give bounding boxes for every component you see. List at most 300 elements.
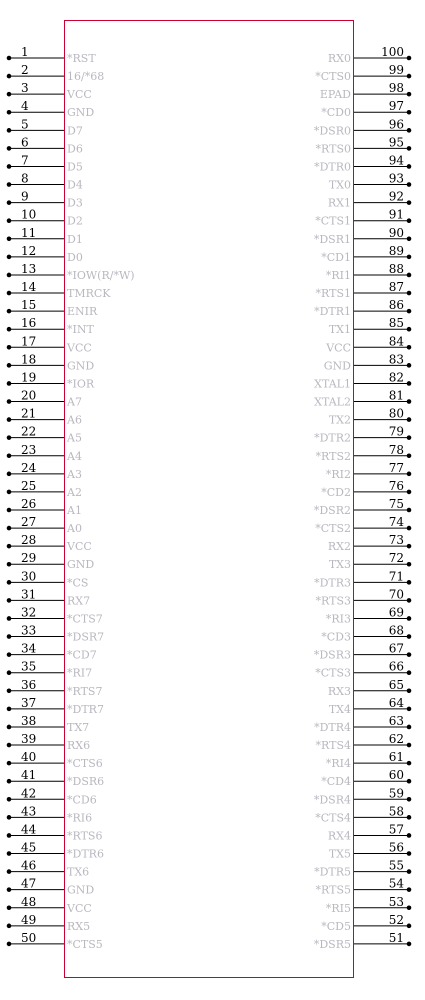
pin-number: 21 (21, 406, 37, 421)
pin-name: D0 (67, 250, 83, 264)
pin-name: A6 (67, 413, 82, 427)
pin-left (7, 208, 83, 228)
pin-left (7, 334, 92, 354)
pin-name: *CTS6 (67, 757, 103, 771)
pin-number: 11 (21, 225, 37, 240)
pin-right (321, 244, 411, 264)
pin-right (326, 461, 411, 481)
pin-name: *CD4 (321, 775, 351, 789)
pin-name: D5 (67, 160, 83, 174)
pin-name: *DSR1 (313, 232, 351, 246)
pin-left (7, 407, 82, 427)
pin-name: *CS (67, 576, 89, 590)
pin-right (328, 45, 411, 65)
pin-name: *RI6 (67, 811, 93, 825)
pin-name: A4 (67, 449, 82, 463)
pin-number: 61 (388, 750, 404, 765)
pin-name: *RTS4 (315, 739, 351, 753)
pin-number: 84 (388, 334, 404, 349)
pin-name: D1 (67, 232, 83, 246)
pin-number: 87 (388, 280, 404, 295)
pin-name: *DSR5 (313, 937, 351, 951)
pin-right (321, 768, 411, 788)
pin-right (329, 407, 411, 427)
pin-left (7, 280, 112, 300)
pin-number: 64 (388, 695, 404, 710)
pin-number: 16 (21, 316, 37, 331)
pin-number: 43 (21, 804, 37, 819)
pin-number: 33 (21, 623, 37, 638)
pin-number: 59 (388, 786, 404, 801)
pin-name: *IOW(R/*W) (67, 268, 135, 282)
pin-name: *DTR1 (314, 305, 351, 319)
pin-right (329, 316, 411, 336)
pin-name: *CTS3 (315, 666, 351, 680)
pin-name: TX1 (328, 323, 351, 337)
pin-left (7, 135, 83, 155)
pin-name: *DSR0 (313, 124, 351, 138)
pin-left (7, 660, 92, 680)
pin-left (7, 642, 97, 662)
pin-left (7, 81, 92, 101)
pin-name: D2 (67, 214, 83, 228)
pin-left (7, 841, 104, 861)
pin-right (316, 732, 412, 752)
pin-number: 41 (21, 768, 37, 783)
pin-number: 26 (21, 497, 37, 511)
pin-name: TMRCK (67, 287, 111, 301)
pin-right (315, 208, 411, 228)
pin-right (314, 786, 411, 806)
pin-right (314, 497, 411, 517)
pin-number: 72 (388, 551, 404, 566)
pin-left (7, 877, 95, 897)
pin-number: 71 (388, 569, 404, 584)
pin-left (7, 45, 97, 65)
pin-left (7, 714, 89, 734)
pin-left (7, 768, 104, 788)
pin-number: 69 (388, 605, 404, 620)
pin-left (7, 678, 103, 698)
pin-right (314, 931, 411, 951)
pin-number: 35 (21, 659, 37, 674)
pin-left (7, 461, 82, 481)
pin-number: 67 (388, 641, 404, 656)
pin-number: 28 (21, 533, 37, 548)
pin-number: 17 (21, 334, 37, 349)
pin-name: RX2 (327, 540, 351, 554)
pin-number: 91 (388, 207, 404, 222)
pin-left (7, 624, 104, 644)
pin-right (314, 117, 411, 137)
pin-name: TX6 (67, 865, 90, 879)
pin-number: 52 (388, 912, 404, 927)
pin-number: 77 (388, 460, 404, 475)
pin-number: 9 (21, 189, 29, 204)
pin-name: EPAD (319, 88, 351, 102)
right-pin-column (314, 45, 411, 951)
pin-right (314, 389, 411, 409)
pin-name: D3 (67, 196, 83, 210)
pin-number: 55 (388, 858, 404, 873)
pin-number: 68 (388, 623, 404, 638)
pin-name: *RI2 (325, 467, 351, 481)
pin-number: 10 (21, 207, 37, 222)
pin-name: GND (67, 883, 95, 897)
pin-right (326, 262, 411, 282)
pin-number: 51 (388, 930, 404, 945)
pin-right (315, 660, 411, 680)
pin-right (326, 895, 411, 915)
pin-name: *CTS0 (315, 70, 351, 84)
pin-number: 13 (21, 261, 37, 276)
pin-number: 8 (21, 171, 29, 186)
pin-name: 16/*68 (67, 70, 105, 84)
pin-name: *DTR5 (314, 865, 351, 879)
pin-number: 3 (21, 81, 29, 96)
pin-name: TX3 (328, 558, 351, 572)
pin-name: *RTS1 (315, 287, 351, 301)
pin-left (7, 822, 103, 842)
pin-name: VCC (326, 341, 351, 355)
pin-name: RX7 (67, 594, 91, 608)
pin-right (314, 153, 411, 173)
pin-left (7, 190, 83, 210)
pin-left (7, 443, 82, 463)
pin-left (7, 497, 82, 517)
pin-left (7, 732, 90, 752)
pin-number: 2 (21, 63, 29, 78)
pin-name: *CTS5 (67, 937, 103, 951)
pin-left (7, 569, 89, 589)
pin-right (329, 172, 411, 192)
pin-name: *RTS2 (315, 449, 351, 463)
pin-number: 66 (388, 659, 404, 674)
pin-number: 65 (388, 677, 404, 692)
pin-name: *RTS0 (315, 142, 351, 156)
pin-right (316, 280, 412, 300)
pin-name: *DTR7 (67, 702, 104, 716)
pin-name: *DSR6 (67, 775, 105, 789)
pin-number: 63 (388, 713, 404, 728)
pin-left (7, 931, 103, 951)
pin-number: 57 (388, 822, 404, 837)
pin-number: 82 (388, 370, 404, 385)
pin-name: *CD6 (67, 793, 97, 807)
pin-number: 95 (388, 135, 404, 150)
pin-number: 44 (21, 822, 37, 837)
pin-number: 78 (388, 442, 404, 457)
pin-name: GND (323, 359, 351, 373)
pin-name: GND (67, 359, 95, 373)
pin-name: A2 (67, 485, 82, 499)
pin-number: 79 (388, 424, 404, 439)
pin-right (328, 822, 411, 842)
pin-number: 29 (21, 551, 37, 566)
pin-number: 56 (388, 840, 404, 855)
pin-right (316, 135, 412, 155)
pin-name: *DSR7 (67, 630, 105, 644)
pin-number: 96 (388, 117, 404, 132)
pin-name: GND (67, 558, 95, 572)
pin-name: *RI4 (325, 757, 351, 771)
pin-number: 97 (388, 99, 404, 114)
pin-number: 99 (388, 63, 404, 78)
pin-name: VCC (67, 88, 92, 102)
pin-left (7, 895, 92, 915)
pin-left (7, 605, 103, 625)
pin-name: *RI5 (325, 901, 351, 915)
left-pin-column (7, 45, 135, 951)
pin-number: 39 (21, 732, 37, 747)
pin-right (329, 696, 411, 716)
pin-right (329, 551, 411, 571)
pin-left (7, 153, 83, 173)
pin-number: 58 (388, 804, 404, 819)
pin-name: *CD1 (321, 250, 351, 264)
pin-name: *DTR0 (314, 160, 351, 174)
pin-name: ENIR (67, 305, 98, 319)
pin-number: 76 (388, 478, 404, 493)
pin-number: 50 (21, 930, 37, 945)
pin-left (7, 63, 105, 83)
pin-right (326, 750, 411, 770)
pin-name: *CD2 (321, 485, 351, 499)
pin-left (7, 533, 92, 553)
pin-left (7, 479, 82, 499)
pin-name: VCC (67, 901, 92, 915)
pin-number: 25 (21, 478, 37, 493)
pin-name: *DSR3 (313, 648, 351, 662)
pin-number: 54 (388, 876, 404, 891)
pin-name: *RTS6 (67, 829, 103, 843)
pin-right (325, 334, 411, 354)
pin-name: A3 (67, 467, 82, 481)
pin-right (321, 99, 411, 119)
pin-number: 42 (21, 786, 37, 801)
pin-left (7, 750, 103, 770)
pin-number: 85 (388, 316, 404, 331)
pin-number: 12 (21, 243, 37, 258)
pin-number: 92 (388, 189, 404, 204)
pin-name: RX1 (327, 196, 351, 210)
pin-left (7, 226, 83, 246)
pin-name: *RI7 (67, 666, 93, 680)
pin-name: *DTR3 (314, 576, 351, 590)
pin-left (7, 298, 98, 318)
pin-right (315, 63, 411, 83)
pin-number: 73 (388, 533, 404, 548)
pin-name: TX4 (328, 702, 351, 716)
pin-number: 19 (21, 370, 37, 385)
pin-right (314, 642, 411, 662)
pin-right (316, 877, 412, 897)
pin-right (321, 624, 411, 644)
pin-name: A5 (67, 431, 82, 445)
pin-number: 47 (21, 876, 37, 891)
pin-left (7, 99, 95, 119)
pin-right (324, 352, 412, 372)
pin-name: TX2 (328, 413, 351, 427)
pin-number: 70 (388, 587, 404, 602)
pin-name: VCC (67, 341, 92, 355)
pin-right (314, 859, 411, 879)
pin-name: *CTS1 (315, 214, 351, 228)
pin-name: D6 (67, 142, 83, 156)
pin-number: 30 (21, 569, 37, 584)
pin-right (321, 913, 411, 933)
pin-name: *DSR4 (313, 793, 351, 807)
pin-number: 49 (21, 912, 37, 927)
pin-left (7, 244, 83, 264)
pin-number: 7 (21, 153, 29, 168)
pin-number: 89 (388, 243, 404, 258)
pin-number: 36 (21, 677, 37, 692)
pin-left (7, 515, 82, 535)
pin-number: 32 (21, 605, 37, 620)
pin-number: 100 (381, 45, 404, 59)
pin-right (321, 479, 411, 499)
pin-right (316, 587, 412, 607)
pin-right (316, 443, 412, 463)
pin-left (7, 859, 89, 879)
pin-name: GND (67, 106, 95, 120)
pin-number: 31 (21, 587, 37, 602)
pin-left (7, 551, 95, 571)
pin-name: VCC (67, 540, 92, 554)
pin-name: *CD3 (321, 630, 351, 644)
pin-name: RX6 (67, 739, 91, 753)
pin-name: TX7 (67, 720, 90, 734)
pin-number: 53 (388, 894, 404, 909)
pin-number: 5 (21, 117, 29, 132)
pin-right (328, 678, 411, 698)
pin-right (326, 605, 411, 625)
pin-name: *RTS7 (67, 684, 103, 698)
pin-left (7, 696, 104, 716)
pin-left (7, 352, 95, 372)
pin-name: RX3 (327, 684, 351, 698)
pin-right (314, 569, 411, 589)
pin-right (314, 226, 411, 246)
pin-number: 27 (21, 515, 37, 530)
pin-name: *CTS2 (315, 522, 351, 536)
pin-left (7, 262, 135, 282)
pin-left (7, 786, 97, 806)
pin-name: *IOR (67, 377, 95, 391)
pin-right (328, 533, 411, 553)
pin-left (7, 117, 83, 137)
pin-right (315, 515, 411, 535)
pin-number: 80 (388, 406, 404, 421)
pin-right (314, 425, 411, 445)
pin-name: XTAL1 (314, 377, 351, 391)
pin-right (329, 841, 411, 861)
pin-right (314, 714, 411, 734)
pin-name: *CD7 (67, 648, 97, 662)
pin-right (328, 190, 411, 210)
pin-number: 62 (388, 732, 404, 747)
pin-number: 46 (21, 858, 37, 873)
pin-right (314, 298, 411, 318)
pin-number: 1 (21, 45, 29, 59)
pin-name: *RTS3 (315, 594, 351, 608)
pin-name: RX5 (67, 919, 91, 933)
pin-name: *RTS5 (315, 883, 351, 897)
pin-name: *CD5 (321, 919, 351, 933)
pin-number: 20 (21, 388, 37, 403)
pin-number: 86 (388, 298, 404, 313)
pin-name: *RI3 (325, 612, 351, 626)
pin-left (7, 425, 82, 445)
pin-name: RX4 (327, 829, 351, 843)
pin-number: 93 (388, 171, 404, 186)
pin-name: *CTS7 (67, 612, 103, 626)
pin-number: 60 (388, 768, 404, 783)
pin-number: 15 (21, 298, 37, 313)
pin-number: 22 (21, 424, 37, 439)
ic-body-outline (65, 21, 354, 978)
pin-number: 48 (21, 894, 37, 909)
pin-number: 34 (21, 641, 37, 656)
pin-left (7, 316, 95, 336)
pin-number: 18 (21, 352, 37, 367)
pin-name: *CD0 (321, 106, 351, 120)
pin-name: D4 (67, 178, 83, 192)
pin-name: TX0 (328, 178, 351, 192)
pin-number: 4 (21, 99, 29, 114)
pin-name: RX0 (327, 52, 351, 65)
pin-number: 88 (388, 261, 404, 276)
pin-number: 37 (21, 695, 37, 710)
pin-name: *RST (67, 52, 96, 65)
pin-number: 38 (21, 713, 37, 728)
pin-number: 14 (21, 280, 37, 295)
pin-name: A7 (67, 395, 82, 409)
pin-left (7, 913, 90, 933)
pin-left (7, 370, 95, 390)
pin-name: A1 (67, 504, 82, 517)
pin-name: *INT (67, 323, 94, 337)
pin-number: 6 (21, 135, 29, 150)
pin-right (320, 81, 411, 101)
pin-left (7, 389, 82, 409)
pin-number: 94 (388, 153, 404, 168)
pin-name: D7 (67, 124, 83, 138)
pin-left (7, 172, 83, 192)
pin-name: *DTR2 (314, 431, 351, 445)
pin-left (7, 587, 90, 607)
pin-number: 98 (388, 81, 404, 96)
pin-name: *RI1 (325, 268, 351, 282)
pin-left (7, 804, 92, 824)
pin-name: *DSR2 (313, 504, 351, 517)
pin-number: 81 (388, 388, 404, 403)
pin-name: XTAL2 (314, 395, 351, 409)
pin-name: A0 (67, 522, 82, 536)
pin-number: 75 (388, 497, 404, 511)
pin-right (315, 804, 411, 824)
pin-name: *DTR4 (314, 720, 351, 734)
pin-number: 90 (388, 225, 404, 240)
pin-number: 40 (21, 750, 37, 765)
pin-number: 23 (21, 442, 37, 457)
pin-number: 45 (21, 840, 37, 855)
pin-number: 24 (21, 460, 37, 475)
pin-number: 83 (388, 352, 404, 367)
pin-name: TX5 (328, 847, 351, 861)
pin-number: 74 (388, 515, 404, 530)
